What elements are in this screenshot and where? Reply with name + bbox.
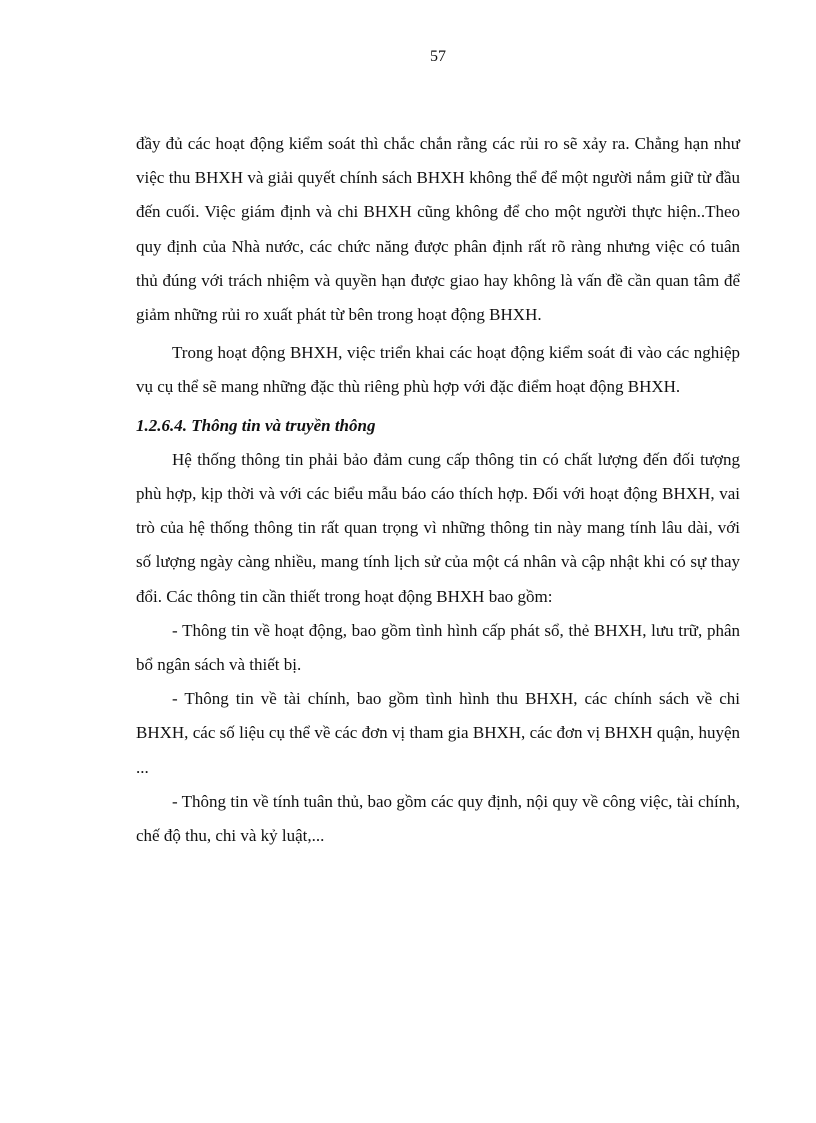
body-paragraph: đầy đủ các hoạt động kiểm soát thì chắc chắn rằng các rủi ro sẽ xảy ra. Chẳng hạn như việc thu BHXH và giải quyết chính sách BHXH không thể để một người nắm giữ từ đầu đến cuối. Việc giám định và chi BHXH cũng không để cho một người thực hiện..Theo quy định của Nhà nước, các chức năng được phân định rất rõ ràng nhưng việc có tuân thủ đúng với trách nhiệm và quyền hạn được giao hay không là vấn đề cần quan tâm để giảm những rủi ro xuất phát từ bên trong hoạt động BHXH.: [136, 134, 740, 325]
section-intro-paragraph: Hệ thống thông tin phải bảo đảm cung cấp thông tin có chất lượng đến đối tượng phù hợp, kịp thời và với các biểu mẫu báo cáo thích hợp. Đối với hoạt động BHXH, vai trò của hệ thống thông tin rất quan trọng vì những thông tin này mang tính lâu dài, với số lượng ngày càng nhiều, mang tính lịch sử của một cá nhân và cập nhật khi có sự thay đổi. Các thông tin cần thiết trong hoạt động BHXH bao gồm:: [136, 449, 740, 606]
document-body: [136, 127, 740, 853]
list-item: - Thông tin về hoạt động, bao gồm tình hình cấp phát sổ, thẻ BHXH, lưu trữ, phân bổ ngân sách và thiết bị.: [136, 620, 740, 675]
list-item: - Thông tin về tài chính, bao gồm tình hình thu BHXH, các chính sách về chi BHXH, các số liệu cụ thể về các đơn vị tham gia BHXH, các đơn vị BHXH quận, huyện ...: [136, 689, 740, 777]
page-number: 57: [430, 48, 446, 65]
section-heading: 1.2.6.4. Thông tin và truyền thông: [136, 415, 376, 435]
body-paragraph: Trong hoạt động BHXH, việc triển khai các hoạt động kiểm soát đi vào các nghiệp vụ cụ thể sẽ mang những đặc thù riêng phù hợp với đặc điểm hoạt động BHXH.: [136, 343, 740, 397]
list-item: - Thông tin về tính tuân thủ, bao gồm các quy định, nội quy về công việc, tài chính, chế độ thu, chi và kỷ luật,...: [136, 791, 740, 846]
